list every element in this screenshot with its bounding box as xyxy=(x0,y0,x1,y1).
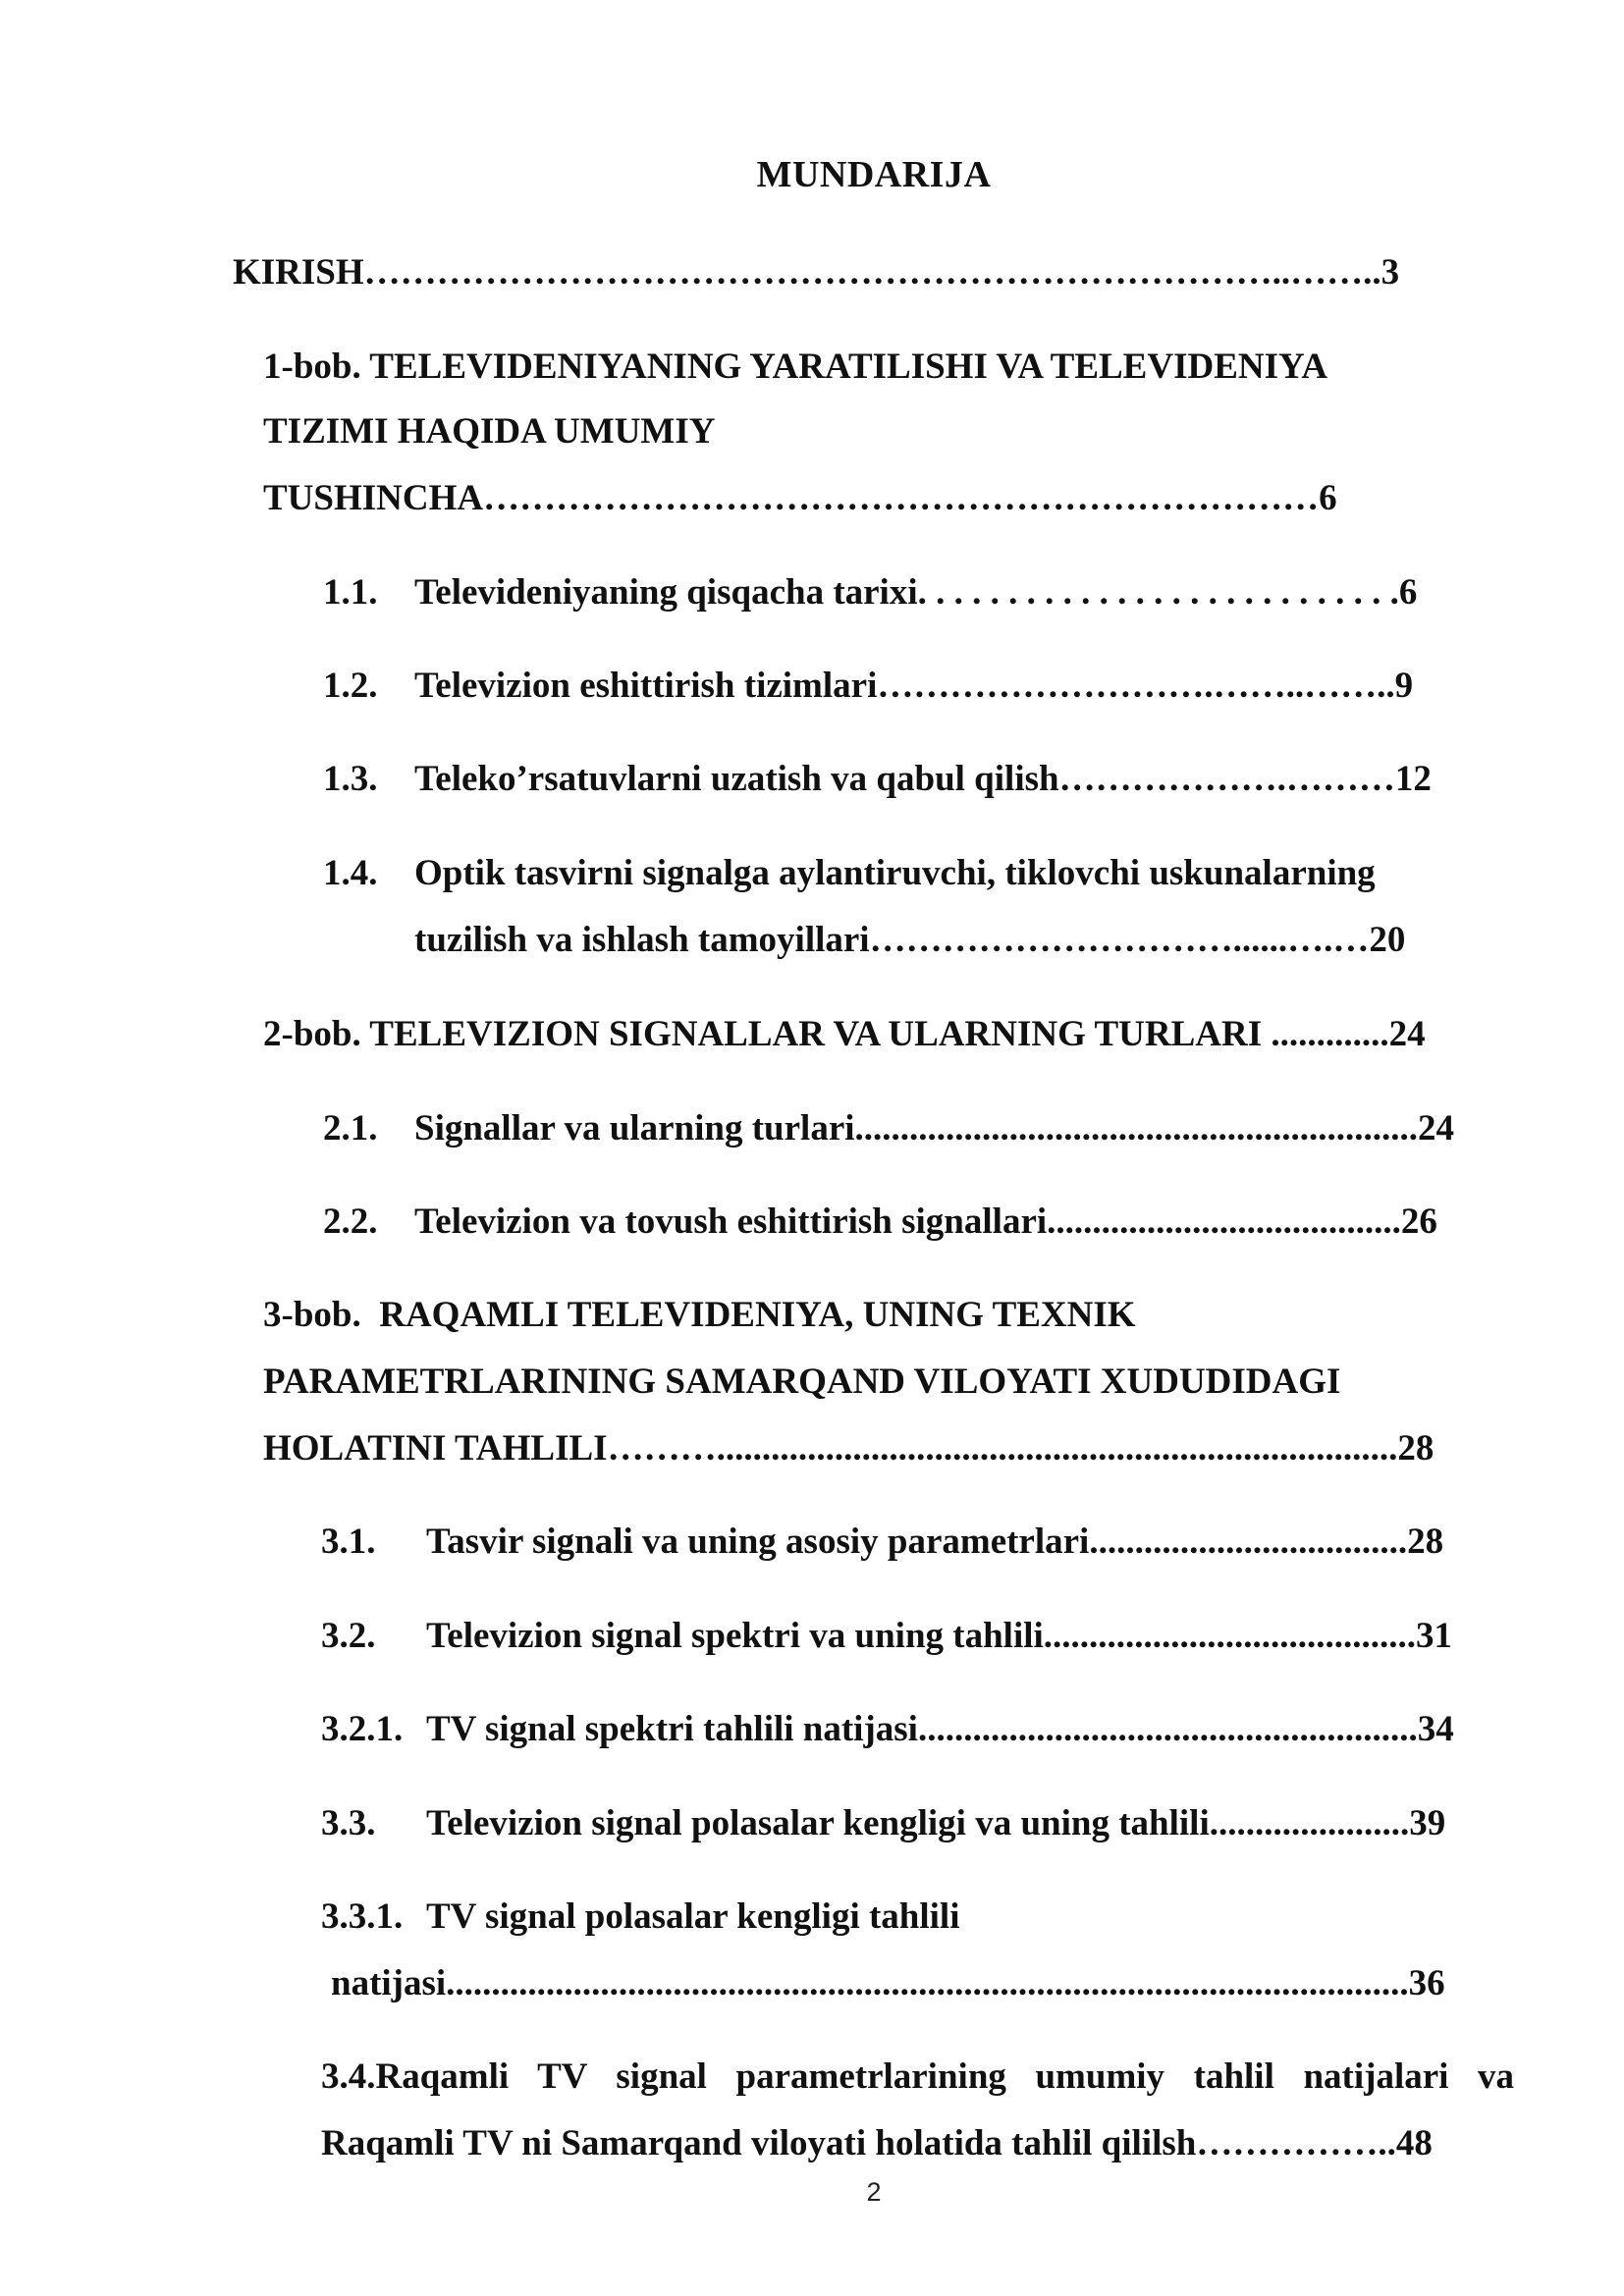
toc-subsection-title-continued: natijasi..........................................................................................................36 xyxy=(331,1963,1445,2003)
toc-section-number: 2.2. xyxy=(323,1201,378,1242)
toc-chapter-3-line-1: 3-bob. RAQAMLI TELEVIDENIYA, UNING TEXNIK xyxy=(263,1295,1136,1335)
toc-subsection-title: TV signal spektri tahlili natijasi.......................................................34 xyxy=(426,1709,1454,1749)
page-number: 2 xyxy=(866,2177,882,2207)
toc-section-title: Tasvir signali va uning asosiy parametrlari...................................28 xyxy=(426,1522,1444,1562)
toc-section-title: Optik tasvirni signalga aylantiruvchi, tiklovchi uskunalarning xyxy=(414,853,1376,893)
toc-section-number: 3.3. xyxy=(321,1803,376,1843)
toc-section-number: 2.1. xyxy=(323,1108,378,1148)
toc-chapter-3-line-3: HOLATINI TAHLILI………...........................................................................28 xyxy=(263,1428,1435,1468)
toc-section-number: 3.2. xyxy=(321,1616,376,1656)
toc-section-number: 1.4. xyxy=(323,853,378,893)
toc-section-number: 3.1. xyxy=(321,1522,376,1562)
toc-section-title-continued: tuzilish va ishlash tamoyillari…………………………......….…20 xyxy=(414,920,1406,960)
toc-chapter-1-line-3: TUSHINCHA……………………………………………………………6 xyxy=(263,478,1337,518)
toc-section-title: Signallar va ularning turlari..............................................................24 xyxy=(414,1108,1455,1148)
toc-section-title: Teleko’rsatuvlarni uzatish va qabul qilish……………….………12 xyxy=(414,759,1432,799)
toc-section-number: 1.3. xyxy=(323,759,378,799)
toc-chapter-2: 2-bob. TELEVIZION SIGNALLAR VA ULARNING TURLARI .............24 xyxy=(263,1014,1426,1054)
toc-section-3-4-line-2: Raqamli TV ni Samarqand viloyati holatida tahlil qililsh……………..48 xyxy=(321,2123,1433,2163)
toc-subsection-number: 3.3.1. xyxy=(321,1896,404,1937)
toc-section-title: Televideniyaning qisqacha tarixi. . . . . . . . . . . . . . . . . . . . . . . . . . .6 xyxy=(414,572,1418,613)
toc-section-number: 1.1. xyxy=(323,572,378,613)
toc-section-number: 1.2. xyxy=(323,666,378,706)
toc-entry-kirish: KIRISH…………………………………………………………………..……..3 xyxy=(233,252,1400,293)
toc-subsection-number: 3.2.1. xyxy=(321,1709,404,1749)
toc-title: MUNDARIJA xyxy=(756,154,992,195)
toc-chapter-3-line-2: PARAMETRLARINING SAMARQAND VILOYATI XUDUDIDAGI xyxy=(263,1362,1341,1402)
toc-section-title: Televizion signal polasalar kengligi va uning tahlili......................39 xyxy=(426,1803,1446,1843)
toc-section-title: Televizion eshittirish tizimlari……………………….……..……..9 xyxy=(414,666,1414,706)
toc-section-title: Televizion va tovush eshittirish signallari.......................................26 xyxy=(414,1201,1437,1242)
toc-section-title: Televizion signal spektri va uning tahlili.........................................31 xyxy=(426,1616,1453,1656)
toc-section-3-4-line-1: 3.4.Raqamli TV signal parametrlarining umumiy tahlil natijalari va xyxy=(321,2056,1514,2097)
toc-chapter-1-line-1: 1-bob. TELEVIDENIYANING YARATILISHI VA TELEVIDENIYA xyxy=(263,347,1328,387)
toc-subsection-title: TV signal polasalar kengligi tahlili xyxy=(426,1896,960,1937)
toc-chapter-1-line-2: TIZIMI HAQIDA UMUMIY xyxy=(263,411,716,452)
